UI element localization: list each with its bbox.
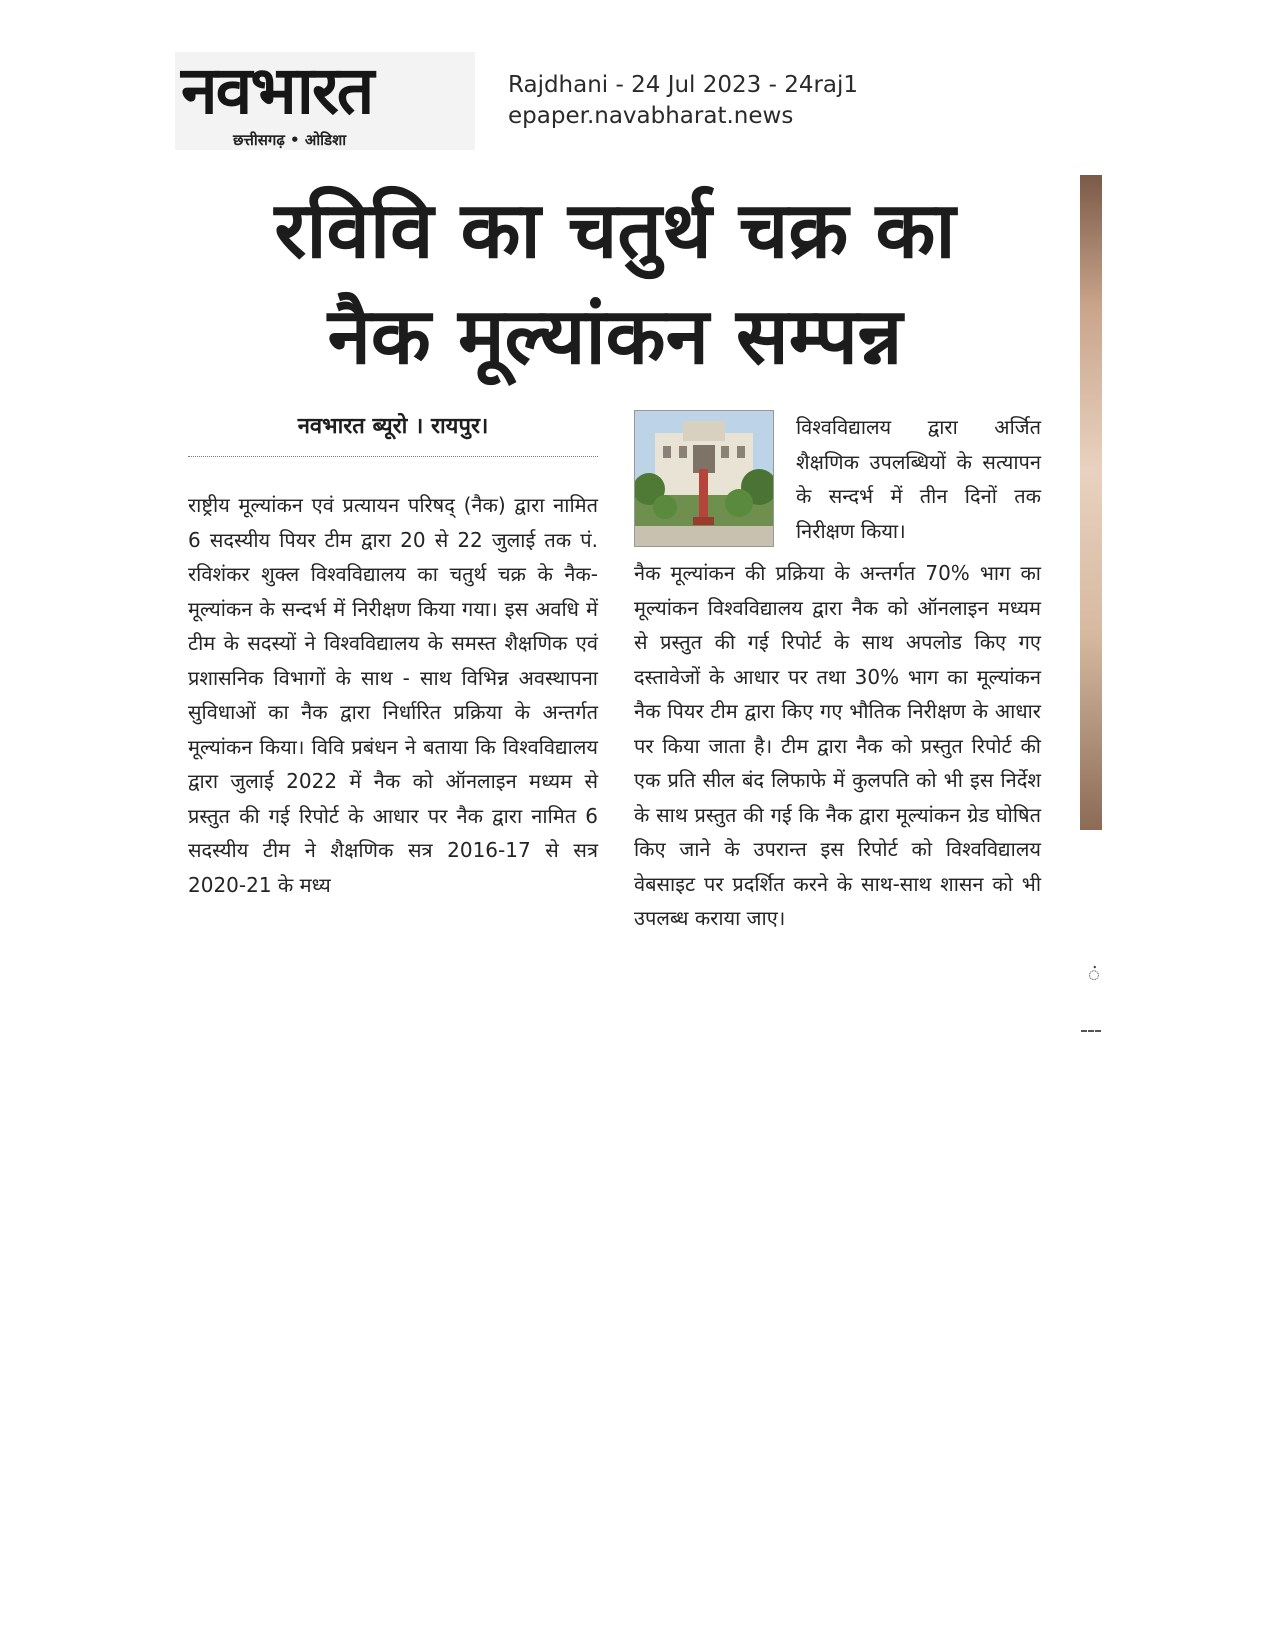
byline: नवभारत ब्यूरो । रायपुर।	[297, 414, 489, 439]
logo-wordmark: नवभारत	[181, 52, 373, 129]
article-column-right-top: विश्वविद्यालय द्वारा अर्जित शैक्षणिक उपलब्धियों के सत्यापन के सन्दर्भ में तीन दिनों तक निरीक्षण किया।	[796, 415, 1041, 543]
adjacent-photo-fragment	[1080, 175, 1102, 830]
newspaper-logo	[175, 52, 475, 150]
adjacent-dash-fragment	[1081, 1030, 1101, 1032]
article-column-right: नैक मूल्यांकन की प्रक्रिया के अन्तर्गत 70% भाग का मूल्यांकन विश्वविद्यालय द्वारा नैक को ऑनलाइन मध्यम से प्रस्तुत की गई रिपोर्ट के साथ अपलोड किए गए दस्तावेजों के आधार पर तथा 30% भाग का मूल्यांकन नैक पियर टीम द्वारा किए गए भौतिक निरीक्षण के आधार पर किया जाता है। टीम द्वारा नैक को प्रस्तुत रिपोर्ट की एक प्रति सील बंद लिफाफे में कुलपति को भी इस निर्देश के साथ प्रस्तुत की गई कि नैक द्वारा मूल्यांकन ग्रेड घोषित किए जाने के उपरान्त इस रिपोर्ट को विश्वविद्यालय वेबसाइट पर प्रदर्शित करने के साथ-साथ शासन को भी उपलब्ध कराया जाए।	[634, 561, 1041, 930]
logo-tagline: छत्तीसगढ़ • ओडिशा	[233, 131, 347, 149]
byline-divider	[188, 456, 598, 457]
building-photo-illustration	[635, 411, 773, 546]
adjacent-text-fragment: ं	[1088, 962, 1100, 986]
university-building-photo	[634, 410, 774, 547]
headline-line-1: रविवि का चतुर्थ चक्र का	[274, 186, 956, 276]
article-column-left: राष्ट्रीय मूल्यांकन एवं प्रत्यायन परिषद् (नैक) द्वारा नामित 6 सदस्यीय पियर टीम द्वारा 20 से 22 जुलाई तक पं. रविशंकर शुक्ल विश्वविद्यालय का चतुर्थ चक्र के नैक-मूल्यांकन के सन्दर्भ में निरीक्षण किया गया। इस अवधि में टीम के सदस्यों ने विश्वविद्यालय के समस्त शैक्षणिक एवं प्रशासनिक विभागों के साथ - साथ विभिन्न अवस्थापना सुविधाओं का नैक द्वारा निर्धारित प्रक्रिया के अन्तर्गत मूल्यांकन किया। विवि प्रबंधन ने बताया कि विश्वविद्यालय द्वारा जुलाई 2022 में नैक को ऑनलाइन मध्यम से प्रस्तुत की गई रिपोर्ट के आधार पर नैक द्वारा नामित 6 सदस्यीय टीम ने शैक्षणिक सत्र 2016-17 से सत्र 2020-21 के मध्य	[188, 493, 598, 897]
headline-line-2: नैक मूल्यांकन सम्पन्न	[327, 292, 903, 382]
edition-info	[508, 70, 858, 132]
article-headline	[195, 178, 1035, 390]
edition-line: Rajdhani - 24 Jul 2023 - 24raj1	[508, 72, 859, 98]
epaper-site: epaper.navabharat.news	[508, 103, 794, 129]
